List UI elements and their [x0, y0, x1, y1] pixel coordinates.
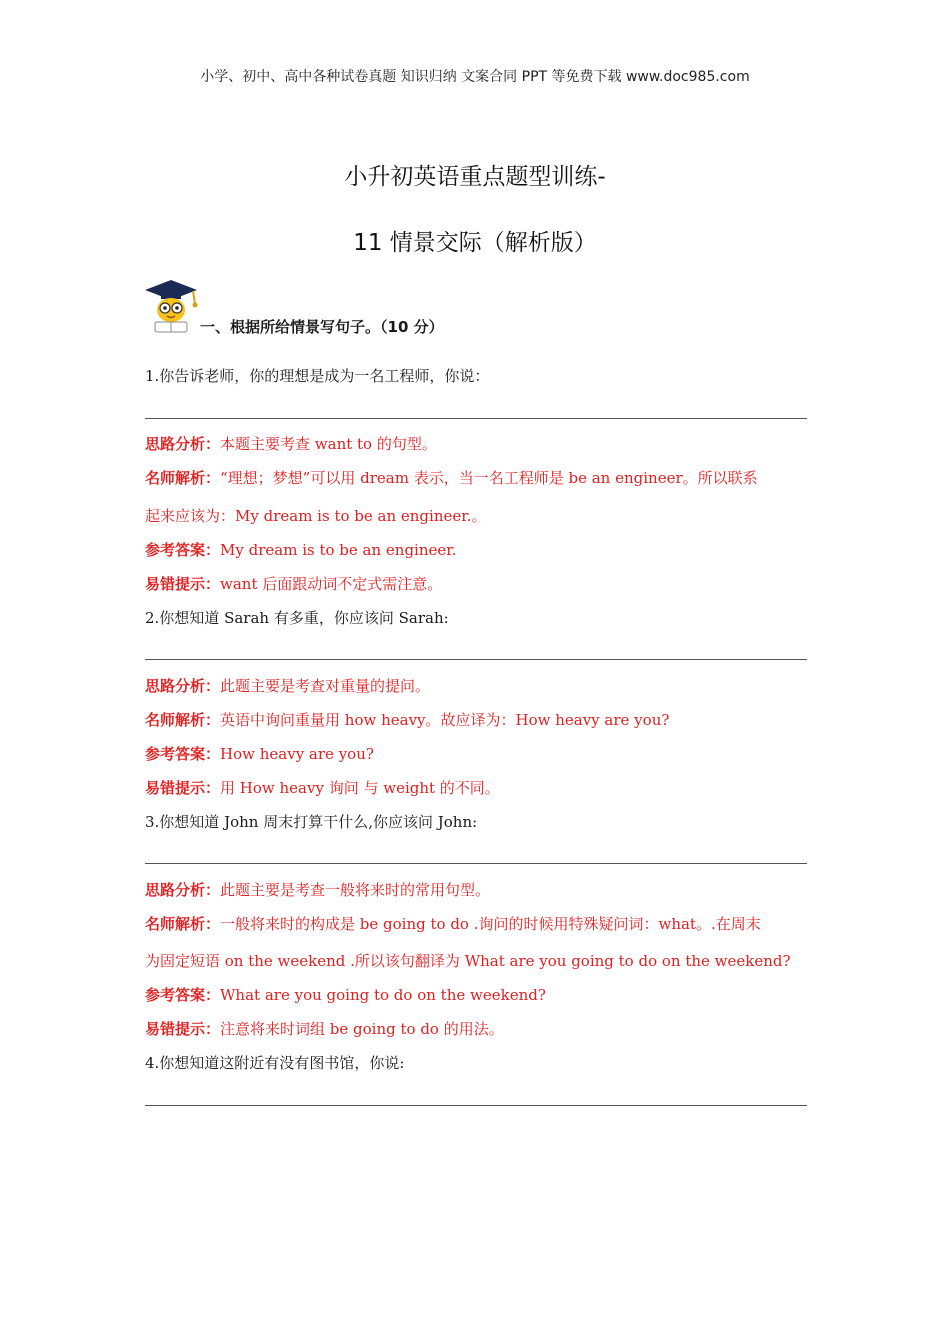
answer-text: What are you going to do on the weekend?	[220, 986, 546, 1004]
answer-text: How heavy are you?	[220, 745, 374, 763]
graduate-mascot-icon	[143, 278, 199, 334]
tip-label: 易错提示：	[145, 575, 221, 593]
analysis-row	[145, 434, 807, 454]
analysis-label: 思路分析：	[145, 677, 221, 695]
question-prompt: 1.你告诉老师，你的理想是成为一名工程师，你说：	[145, 367, 490, 385]
section-heading: 一、根据所给情景写句子。（10 分）	[200, 318, 444, 336]
analysis-text: 本题主要考查 want to 的句型。	[220, 435, 437, 453]
explain-row	[145, 710, 807, 730]
explain-label: 名师解析：	[145, 469, 221, 487]
answer-line[interactable]	[145, 418, 807, 419]
answer-text: My dream is to be an engineer.	[220, 541, 457, 559]
answer-row	[145, 540, 807, 560]
answer-line[interactable]	[145, 1105, 807, 1106]
answer-label: 参考答案：	[145, 541, 221, 559]
explain-text: 一般将来时的构成是 be going to do .询问的时候用特殊疑问词：what。.在周末	[220, 915, 761, 933]
tip-row	[145, 778, 807, 798]
explain-label: 名师解析：	[145, 711, 221, 729]
tip-text: want 后面跟动词不定式需注意。	[220, 575, 443, 593]
explain-row-continued: 起来应该为：My dream is to be an engineer.。	[145, 507, 487, 525]
answer-line[interactable]	[145, 863, 807, 864]
analysis-label: 思路分析：	[145, 435, 221, 453]
analysis-text: 此题主要是考查对重量的提问。	[220, 677, 431, 695]
tip-row	[145, 1019, 807, 1039]
tip-text: 注意将来时词组 be going to do 的用法。	[220, 1020, 504, 1038]
answer-label: 参考答案：	[145, 745, 221, 763]
analysis-row	[145, 880, 807, 900]
header-banner: 小学、初中、高中各种试卷真题 知识归纳 文案合同 PPT 等免费下载 www.doc985.com	[200, 69, 750, 85]
answer-row	[145, 744, 807, 764]
explain-row-continued: 为固定短语 on the weekend .所以该句翻译为 What are you going to do on the weekend?	[145, 952, 791, 970]
page-title-line1: 小升初英语重点题型训练-	[344, 164, 606, 190]
question-prompt: 4.你想知道这附近有没有图书馆，你说:	[145, 1054, 405, 1072]
tip-label: 易错提示：	[145, 1020, 221, 1038]
explain-text: “理想；梦想”可以用 dream 表示，当一名工程师是 be an engineer。所以联系	[220, 469, 758, 487]
tip-row	[145, 574, 807, 594]
analysis-label: 思路分析：	[145, 881, 221, 899]
explain-label: 名师解析：	[145, 915, 221, 933]
answer-line[interactable]	[145, 659, 807, 660]
explain-row	[145, 914, 807, 934]
question-prompt: 2.你想知道 Sarah 有多重，你应该问 Sarah:	[145, 609, 449, 627]
tip-text: 用 How heavy 询问 与 weight 的不同。	[220, 779, 500, 797]
tip-label: 易错提示：	[145, 779, 221, 797]
answer-label: 参考答案：	[145, 986, 221, 1004]
explain-row	[145, 468, 807, 488]
analysis-row	[145, 676, 807, 696]
page-title-line2: 11 情景交际（解析版）	[353, 230, 597, 256]
question-prompt: 3.你想知道 John 周末打算干什么,你应该问 John:	[145, 813, 478, 831]
analysis-text: 此题主要是考查一般将来时的常用句型。	[220, 881, 491, 899]
answer-row	[145, 985, 807, 1005]
explain-text: 英语中询问重量用 how heavy。故应译为：How heavy are you?	[220, 711, 670, 729]
